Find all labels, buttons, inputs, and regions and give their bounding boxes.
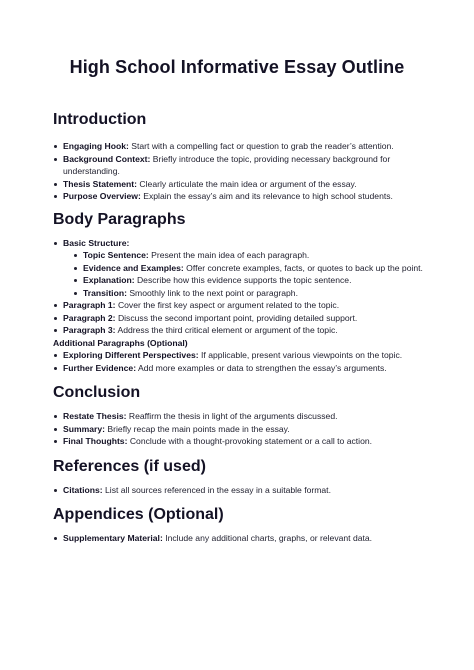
- list-item: Topic Sentence: Present the main idea of each paragraph.: [73, 249, 446, 262]
- list-item: Evidence and Examples: Offer concrete examples, facts, or quotes to back up the point.: [73, 262, 446, 275]
- list-item: Paragraph 2: Discuss the second important point, providing detailed support.: [53, 312, 446, 325]
- list-item: Transition: Smoothly link to the next point or paragraph.: [73, 287, 446, 300]
- list-item: Final Thoughts: Conclude with a thought-provoking statement or a call to action.: [53, 435, 446, 448]
- list-item: Purpose Overview: Explain the essay’s aim and its relevance to high school students.: [53, 190, 446, 203]
- basic-structure-sublist: [73, 249, 446, 299]
- introduction-list: [53, 140, 446, 203]
- appendices-list: [53, 532, 446, 545]
- list-item: Exploring Different Perspectives: If applicable, present various viewpoints on the topic.: [53, 349, 446, 362]
- list-item: Paragraph 1: Cover the first key aspect or argument related to the topic.: [53, 299, 446, 312]
- list-item: Engaging Hook: Start with a compelling fact or question to grab the reader’s attention.: [53, 140, 446, 153]
- additional-list: [53, 349, 446, 374]
- conclusion-list: [53, 410, 446, 448]
- list-item: Basic Structure: Topic Sentence: Present the main idea of each paragraph. Evidence and Examples: Offer concrete examples, facts, or quotes to back up the point. Explanation: Describe how this evidence supports the topic sentence. Transition: Smoothly link to the next point or paragraph.: [53, 237, 446, 300]
- list-item: Restate Thesis: Reaffirm the thesis in light of the arguments discussed.: [53, 410, 446, 423]
- list-item: Explanation: Describe how this evidence supports the topic sentence.: [73, 274, 446, 287]
- list-item: Thesis Statement: Clearly articulate the main idea or argument of the essay.: [53, 178, 446, 191]
- section-heading-body-paragraphs: Body Paragraphs: [53, 210, 186, 228]
- list-item: Summary: Briefly recap the main points made in the essay.: [53, 423, 446, 436]
- section-heading-references: References (if used): [53, 457, 206, 475]
- list-item: Paragraph 3: Address the third critical element or argument of the topic.: [53, 324, 446, 337]
- references-list: [53, 484, 446, 497]
- list-item: Supplementary Material: Include any additional charts, graphs, or relevant data.: [53, 532, 446, 545]
- page-title: High School Informative Essay Outline: [69, 57, 405, 77]
- additional-paragraphs-label: Additional Paragraphs (Optional): [53, 337, 188, 348]
- body-list: [53, 237, 446, 337]
- section-heading-appendices: Appendices (Optional): [53, 506, 224, 523]
- list-item: Further Evidence: Add more examples or data to strengthen the essay’s arguments.: [53, 362, 446, 375]
- section-heading-conclusion: Conclusion: [53, 384, 141, 401]
- list-item: Background Context: Briefly introduce the topic, providing necessary background for understanding.: [53, 153, 446, 178]
- section-heading-introduction: Introduction: [53, 111, 147, 128]
- list-item: Citations: List all sources referenced in the essay in a suitable format.: [53, 484, 446, 497]
